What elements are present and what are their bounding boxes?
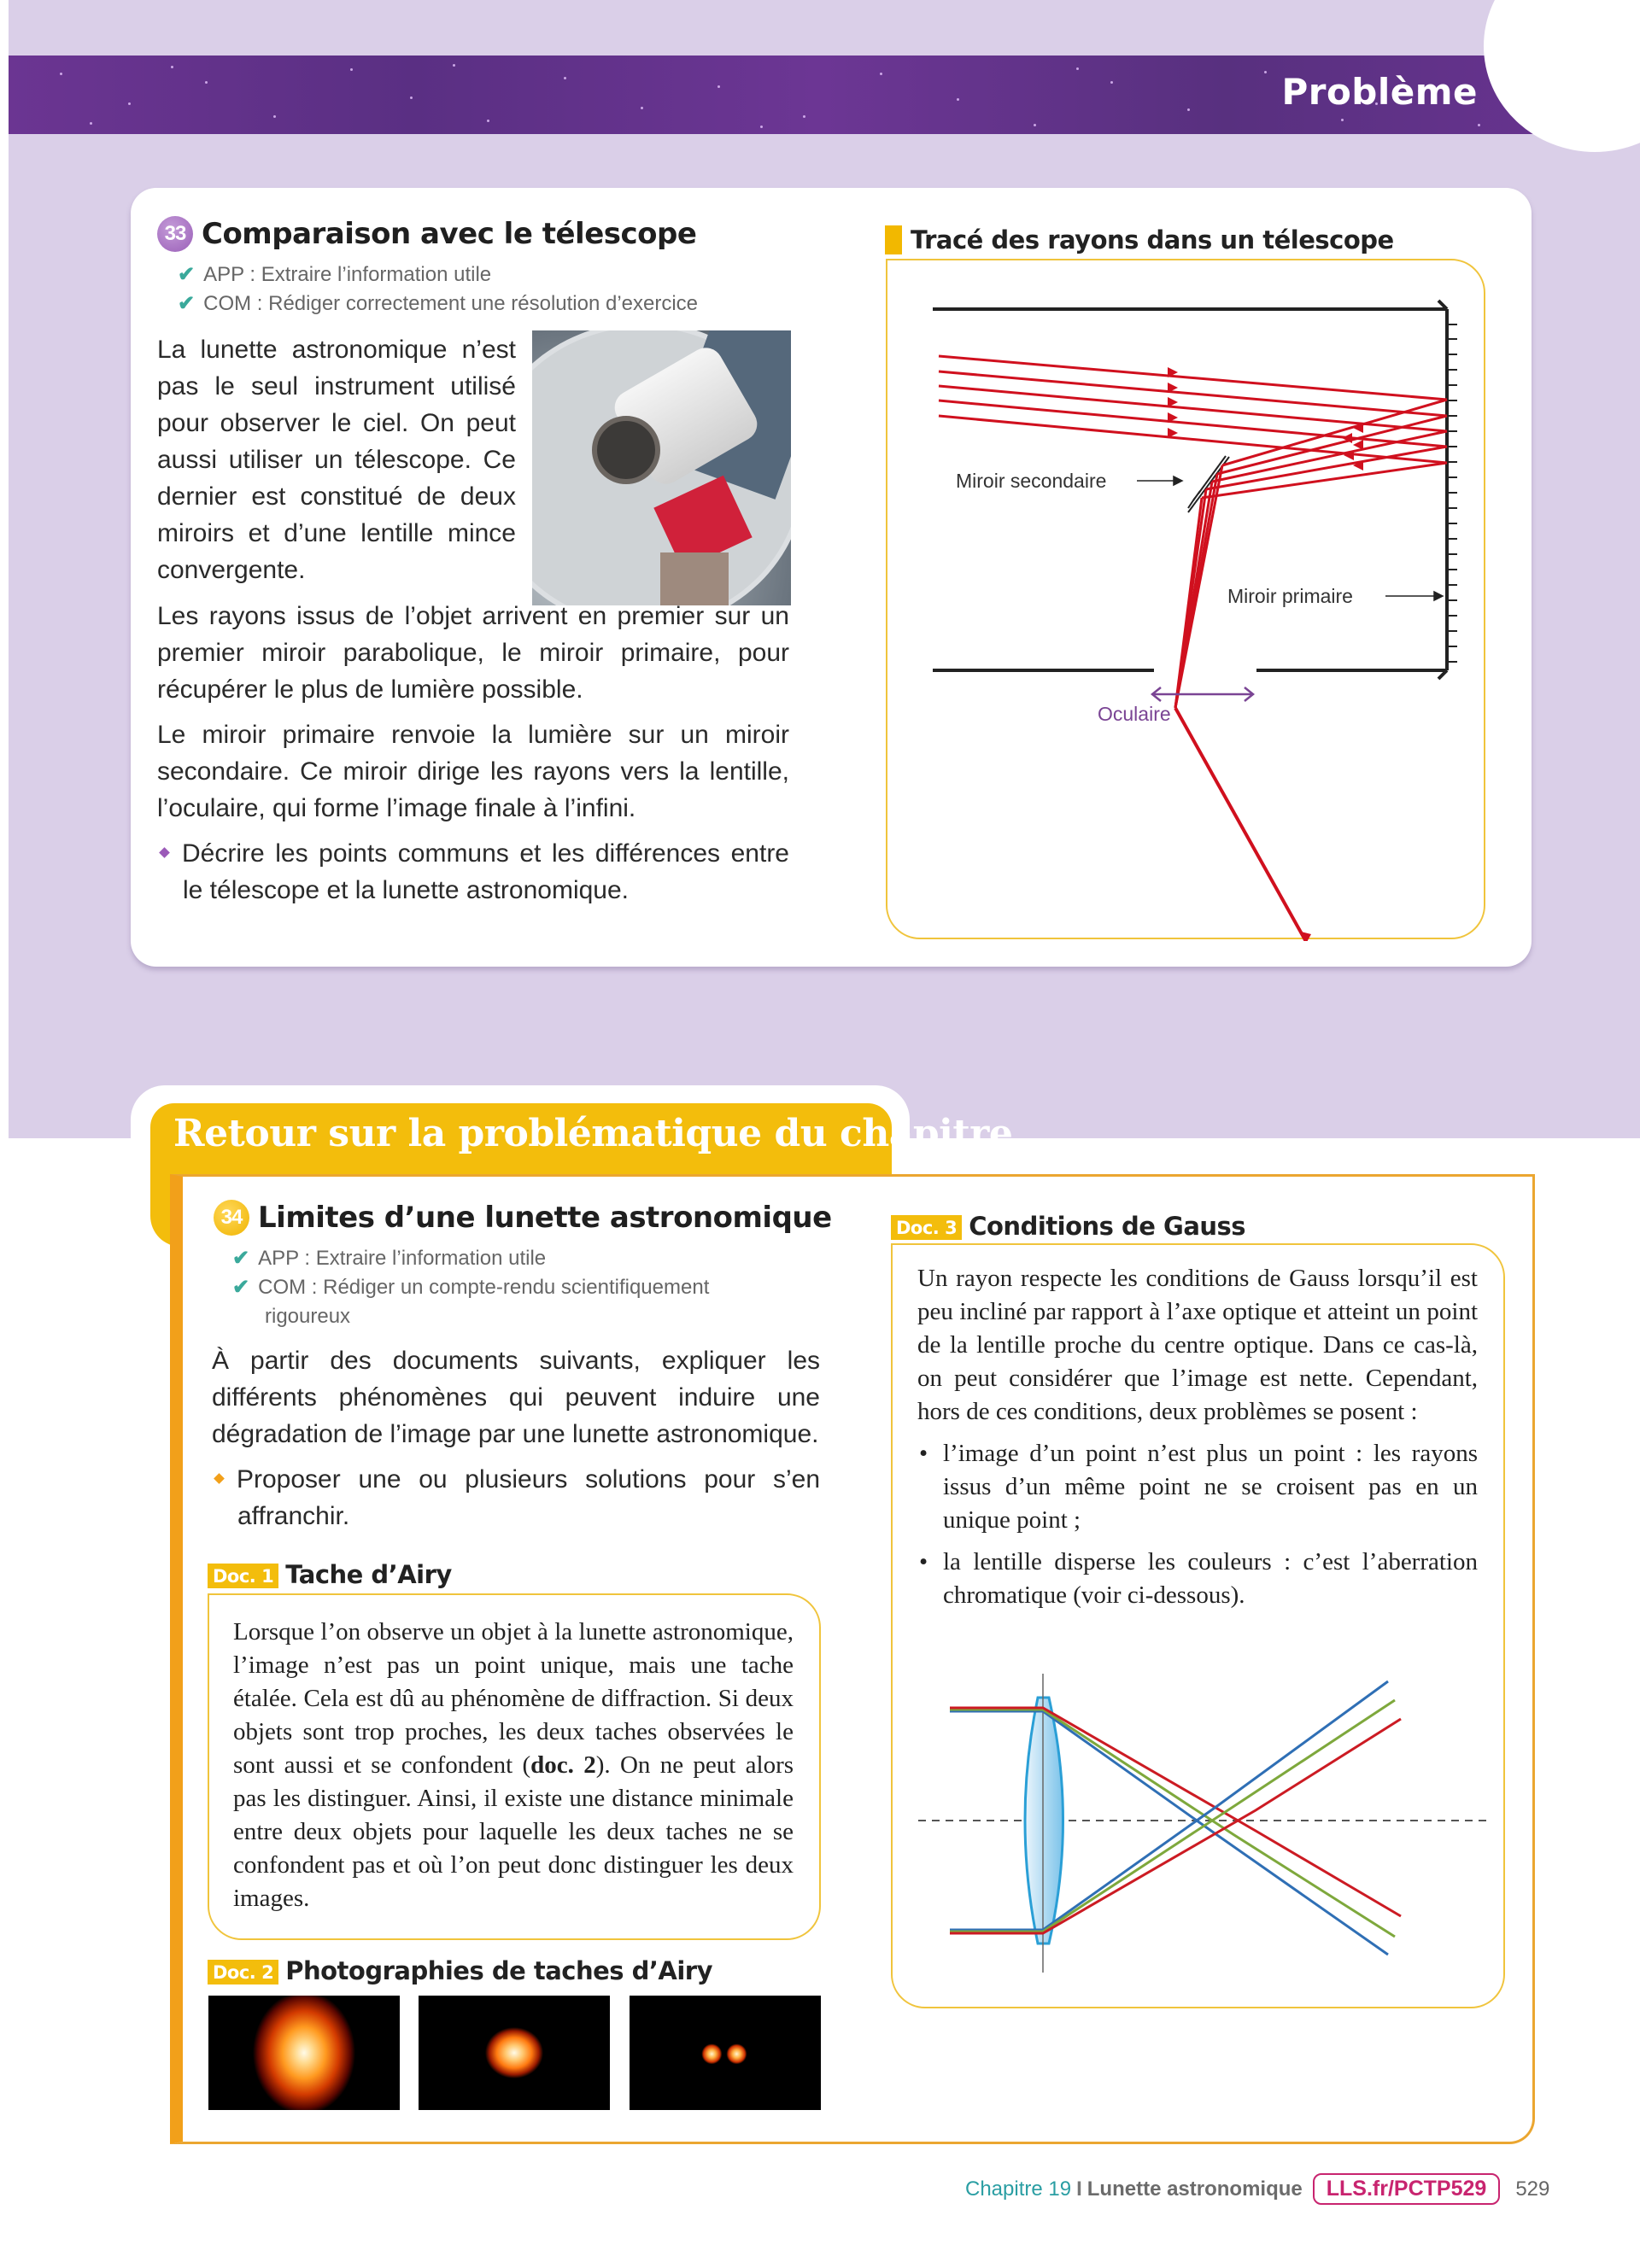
doc1-box xyxy=(208,1593,821,1940)
header-banner xyxy=(9,56,1631,134)
chapter-number: Chapitre 19 xyxy=(965,2177,1072,2201)
exercise-33-para-1: La lunette astronomique n’est pas le seul instrument utilisé pour observer le ciel. On peut aussi utiliser un télescope. Ce dernier est constitué de deux miroirs et d’une lentille mince convergente. xyxy=(157,336,516,584)
exercise-34-text: À partir des documents suivants, expliquer les différents phénomènes qui peuvent induire une dégradation de l’image par une lunette astronomique. Proposer une ou plusieurs solutions pour s’en affranchir. xyxy=(212,1342,820,1543)
doc3-bullet: • l’image d’un point n’est plus un point : les rayons issus d’un même point ne se croisent pas en un unique point ; xyxy=(917,1437,1478,1537)
doc-title: Tache d’Airy xyxy=(285,1560,452,1589)
check-icon: ✔ xyxy=(232,1247,250,1270)
check-icon: ✔ xyxy=(178,292,196,315)
task-item: Décrire les points communs et les différences entre le télescope et la lunette astronomique. xyxy=(157,835,789,909)
web-link[interactable]: LLS.fr/PCTP529 xyxy=(1313,2173,1501,2205)
exercise-number-badge: 34 xyxy=(214,1200,249,1236)
diamond-bullet-icon xyxy=(159,847,170,858)
exercise-33-text: Les rayons issus de l’objet arrivent en premier sur un premier miroir parabolique, le miroir primaire, pour récupérer le plus de lumière possible. Le miroir primaire renvoie la lumière sur un miroir secondaire. Ce miroir dirige les rayons vers la lentille, l’oculaire, qui forme l’image finale à l’infini. Décrire les points communs et les différences entre le télescope et la lunette astronomique. xyxy=(157,598,789,917)
telescope-diagram xyxy=(886,259,1485,939)
airy-spots-double xyxy=(630,1996,821,2110)
check-icon: ✔ xyxy=(178,263,196,286)
title-marker-icon xyxy=(885,225,902,254)
doc-title: Photographies de taches d’Airy xyxy=(285,1956,713,1985)
skill-item: ✔ COM : Rédiger correctement une résolution d’exercice xyxy=(178,292,699,315)
skills-list xyxy=(178,260,698,319)
doc3-header xyxy=(891,1213,1245,1240)
label-eyepiece: Oculaire xyxy=(1098,703,1171,725)
exercise-34-heading xyxy=(214,1200,832,1236)
diagram-title: Tracé des rayons dans un télescope xyxy=(885,225,1394,254)
label-secondary-mirror: Miroir secondaire xyxy=(956,470,1107,492)
banner-title: Problème xyxy=(1281,71,1478,113)
doc1-header xyxy=(208,1561,452,1588)
airy-spot-small xyxy=(419,1996,610,2110)
doc3-box xyxy=(891,1243,1505,2008)
separator: I xyxy=(1076,2177,1082,2201)
page-footer xyxy=(965,2173,1549,2205)
diamond-bullet-icon xyxy=(214,1473,225,1484)
task-item: Proposer une ou plusieurs solutions pour s’en affranchir. xyxy=(212,1461,820,1534)
skill-item-continued: rigoureux xyxy=(265,1305,351,1328)
section-title: Retour sur la problématique du chapitre xyxy=(173,1112,1013,1155)
doc-tag: Doc. 1 xyxy=(208,1564,278,1588)
doc3-text: Un rayon respecte les conditions de Gauss lorsqu’il est peu incliné par rapport à l’axe optique et atteint un point de la lentille proche du centre optique. Dans ce cas-là, on peut considérer que l’image est nette. Cependant, hors de ces conditions, deux problèmes se posent : • l’image d’un point n’est plus un point : les rayons issus d’un même point ne se croisent pas en un unique point ; • la lentille disperse les couleurs : c’est l’aberration chromatique (voir ci-dessous). xyxy=(917,1262,1478,1612)
exercise-title: Limites d’une lunette astronomique xyxy=(258,1201,832,1235)
exercise-number-badge: 33 xyxy=(157,216,193,252)
skill-item: ✔ APP : Extraire l’information utile xyxy=(232,1247,547,1270)
skills-list xyxy=(232,1244,709,1331)
skill-item: ✔ APP : Extraire l’information utile xyxy=(178,263,492,286)
doc3-bullet: • la lentille disperse les couleurs : c’est l’aberration chromatique (voir ci-dessous). xyxy=(917,1546,1478,1612)
chapter-title: Lunette astronomique xyxy=(1086,2177,1303,2201)
doc1-text: Lorsque l’on observe un objet à la lunette astronomique, l’image n’est pas un point unique, mais une tache étalée. Cela est dû au phénomène de diffraction. Si deux objets sont trop proches, les deux taches observées le sont aussi et se confondent (doc. 2). On ne peut alors pas les distinguer. Ainsi, il existe une distance minimale entre deux objets pour laquelle les deux taches ne se confondent pas et où l’on peut donc distinguer les deux images. xyxy=(233,1618,794,1912)
doc-title: Conditions de Gauss xyxy=(969,1212,1246,1241)
doc-tag: Doc. 3 xyxy=(891,1215,962,1240)
doc-tag: Doc. 2 xyxy=(208,1960,278,1984)
airy-spot-large xyxy=(208,1996,400,2110)
exercise-33-heading xyxy=(157,216,696,252)
telescope-photo xyxy=(532,330,791,605)
page-number: 529 xyxy=(1515,2177,1550,2201)
ray-trace-svg xyxy=(887,260,1487,941)
doc2-header xyxy=(208,1957,712,1984)
check-icon: ✔ xyxy=(232,1276,250,1299)
label-primary-mirror: Miroir primaire xyxy=(1227,585,1353,607)
exercise-title: Comparaison avec le télescope xyxy=(202,217,697,251)
skill-item: ✔ COM : Rédiger un compte-rendu scientifiquement xyxy=(232,1276,710,1299)
chromatic-aberration-diagram xyxy=(893,1655,1507,1996)
